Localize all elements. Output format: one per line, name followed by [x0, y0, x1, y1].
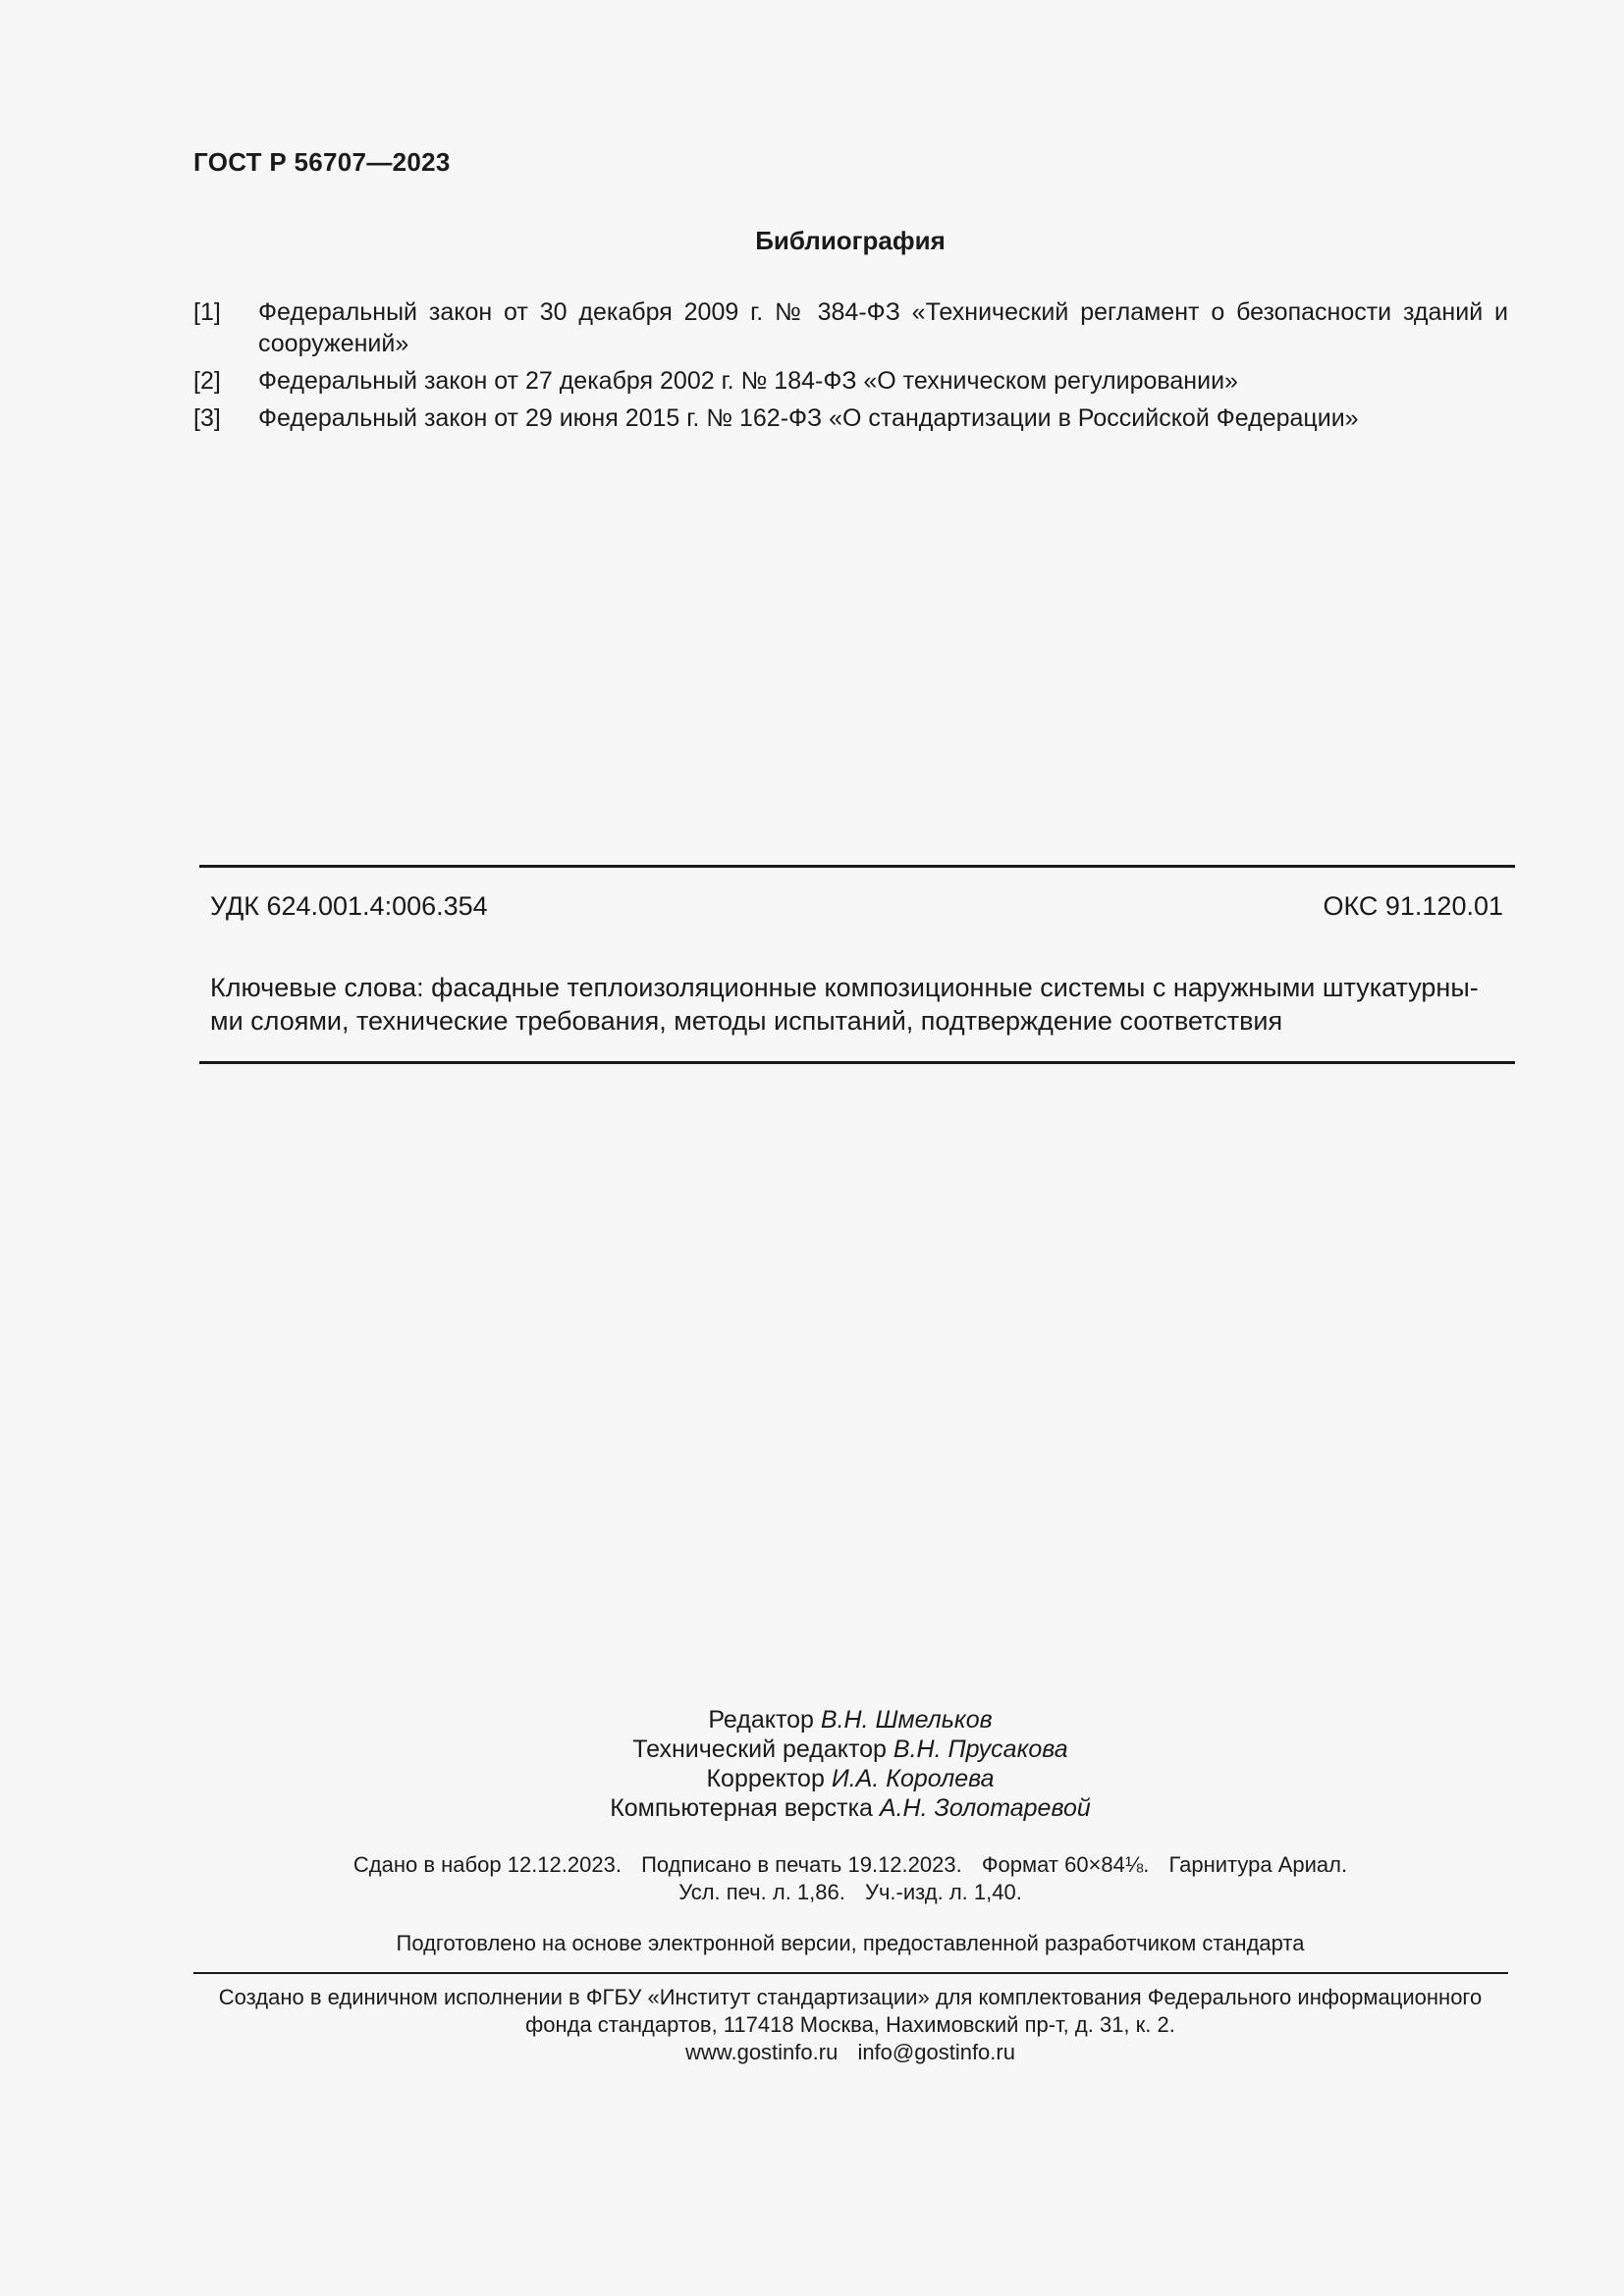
- prepared-note: Подготовлено на основе электронной версии, предоставленной разработчиком стандарта: [396, 1931, 1305, 1955]
- keywords-line: ми слоями, технические требования, методы испытаний, подтверждение соответствия: [210, 1006, 1283, 1036]
- credit-editor: [0, 1705, 1624, 1735]
- paper-format: Формат 60×84⅛.: [981, 1852, 1150, 1877]
- keywords-line: Ключевые слова: фасадные теплоизоляционные композиционные системы с наружными штукатурны-: [210, 973, 1479, 1002]
- credit-label: Компьютерная верстка: [610, 1794, 873, 1822]
- bibliography-item: [193, 365, 1508, 397]
- created-line: фонда стандартов, 117418 Москва, Нахимовский пр-т, д. 31, к. 2.: [525, 2012, 1175, 2037]
- print-sheets: Усл. печ. л. 1,86.: [678, 1880, 845, 1904]
- classification-top-divider: [199, 865, 1515, 868]
- credit-name: И.А. Королева: [831, 1765, 995, 1792]
- bibliography-item-text: Федеральный закон от 29 июня 2015 г. № 162-ФЗ «О стандартизации в Российской Федерации»: [258, 404, 1359, 432]
- keywords-block: [210, 971, 1506, 1038]
- standard-code: ГОСТ Р 56707—2023: [193, 147, 451, 177]
- bibliography-item: [193, 296, 1508, 359]
- publisher-sheets: Уч.-изд. л. 1,40.: [864, 1880, 1022, 1904]
- signed-date: Подписано в печать 19.12.2023.: [641, 1852, 962, 1877]
- bibliography-item-number: [1]: [193, 298, 221, 326]
- credit-name: В.Н. Шмельков: [820, 1706, 993, 1734]
- bibliography-item-number: [3]: [193, 404, 221, 432]
- credit-name: В.Н. Прусакова: [893, 1735, 1068, 1763]
- bibliography-item-text: Федеральный закон от 27 декабря 2002 г. № 184-ФЗ «О техническом регулировании»: [258, 367, 1238, 395]
- typeface: Гарнитура Ариал.: [1168, 1852, 1348, 1877]
- bibliography-item-text: Федеральный закон от 30 декабря 2009 г. № 384-ФЗ «Технический регламент о безопасности зданий и сооружений»: [258, 298, 1508, 357]
- website-link[interactable]: www.gostinfo.ru: [685, 2040, 839, 2064]
- bibliography-title: Библиография: [755, 226, 946, 255]
- email-link[interactable]: info@gostinfo.ru: [857, 2040, 1015, 2064]
- classification-bottom-divider: [199, 1061, 1515, 1064]
- credit-label: Корректор: [706, 1765, 825, 1792]
- credit-tech-editor: [0, 1735, 1624, 1764]
- udk-code: УДК 624.001.4:006.354: [210, 891, 488, 921]
- credits-block: [0, 1705, 1624, 1823]
- credit-label: Редактор: [708, 1706, 814, 1734]
- oks-code: ОКС 91.120.01: [1323, 891, 1503, 921]
- bibliography-list: [193, 296, 1508, 440]
- credit-name: А.Н. Золотаревой: [879, 1794, 1091, 1822]
- print-info: [0, 1851, 1624, 1906]
- contacts-line: [0, 2039, 1624, 2066]
- created-note: [0, 1984, 1624, 2066]
- print-info-line: [0, 1851, 1624, 1879]
- credit-label: Технический редактор: [632, 1735, 887, 1763]
- bibliography-item-number: [2]: [193, 367, 221, 395]
- created-line: Создано в единичном исполнении в ФГБУ «Институт стандартизации» для комплектования Федерального информационного: [218, 1985, 1483, 2009]
- typeset-date: Сдано в набор 12.12.2023.: [352, 1852, 622, 1877]
- credit-layout: [0, 1793, 1624, 1823]
- print-info-line: [0, 1879, 1624, 1906]
- footer-divider: [193, 1972, 1508, 1974]
- credit-corrector: [0, 1764, 1624, 1793]
- bibliography-item: [193, 402, 1508, 434]
